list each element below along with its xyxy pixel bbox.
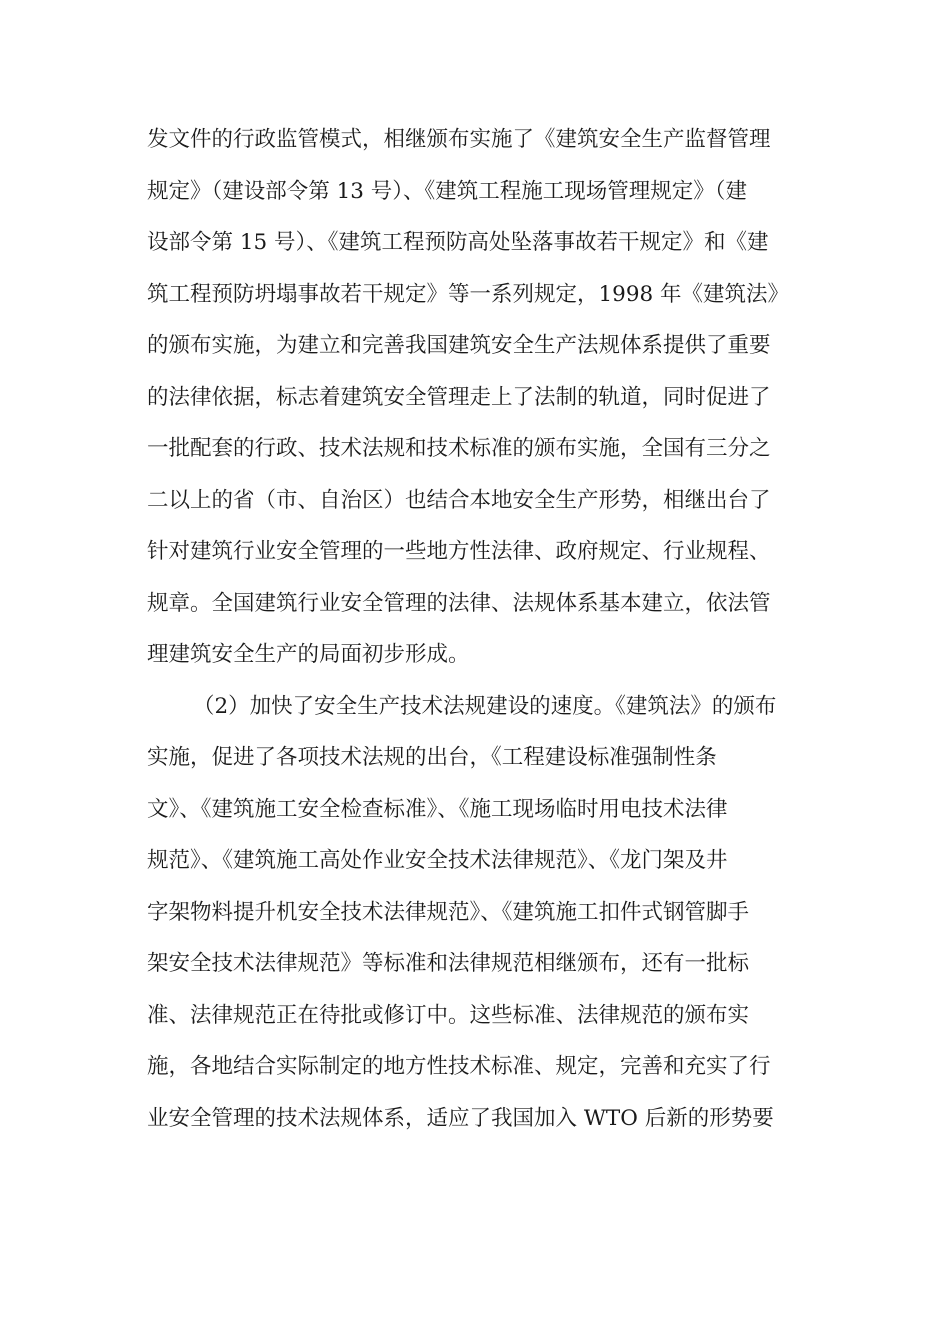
text-line: 的法律依据，标志着建筑安全管理走上了法制的轨道，同时促进了	[147, 384, 771, 410]
text-line: 准、法律规范正在待批或修订中。这些标准、法律规范的颁布实	[147, 1002, 750, 1028]
text-line: 二以上的省（市、自治区）也结合本地安全生产形势，相继出台了	[147, 487, 771, 513]
text-line: 施，各地结合实际制定的地方性技术标准、规定，完善和充实了行	[147, 1054, 771, 1079]
text-line: 筑工程预防坍塌事故若干规定》等一系列规定，1998 年《建筑法》	[147, 281, 790, 307]
text-line: 针对建筑行业安全管理的一些地方性法律、政府规定、行业规程、	[147, 539, 771, 564]
text-line: 一批配套的行政、技术法规和技术标准的颁布实施，全国有三分之	[147, 436, 771, 461]
text-line: 文》、《建筑施工安全检查标准》、《施工现场临时用电技术法律	[147, 796, 728, 822]
text-line: 规定》（建设部令第 13 号）、《建筑工程施工现场管理规定》（建	[147, 178, 748, 204]
body-text	[147, 114, 817, 1144]
text-line: 业安全管理的技术法规体系，适应了我国加入 WTO 后新的形势要	[147, 1105, 774, 1131]
text-line: 架安全技术法律规范》等标准和法律规范相继颁布，还有一批标	[147, 951, 750, 976]
text-line: 规章。全国建筑行业安全管理的法律、法规体系基本建立，依法管	[147, 590, 771, 616]
paragraph-start-line: （2）加快了安全生产技术法规建设的速度。《建筑法》的颁布	[193, 693, 777, 719]
text-line: 规范》、《建筑施工高处作业安全技术法律规范》、《龙门架及井	[147, 848, 728, 873]
text-line: 设部令第 15 号）、《建筑工程预防高处坠落事故若干规定》和《建	[147, 230, 769, 255]
text-line: 的颁布实施，为建立和完善我国建筑安全生产法规体系提供了重要	[147, 333, 771, 358]
text-line: 发文件的行政监管模式，相继颁布实施了《建筑安全生产监督管理	[147, 127, 771, 152]
text-line: 实施，促进了各项技术法规的出台，《工程建设标准强制性条	[147, 745, 717, 770]
text-line: 理建筑安全生产的局面初步形成。	[147, 642, 470, 667]
text-line: 字架物料提升机安全技术法律规范》、《建筑施工扣件式钢管脚手	[147, 899, 750, 925]
